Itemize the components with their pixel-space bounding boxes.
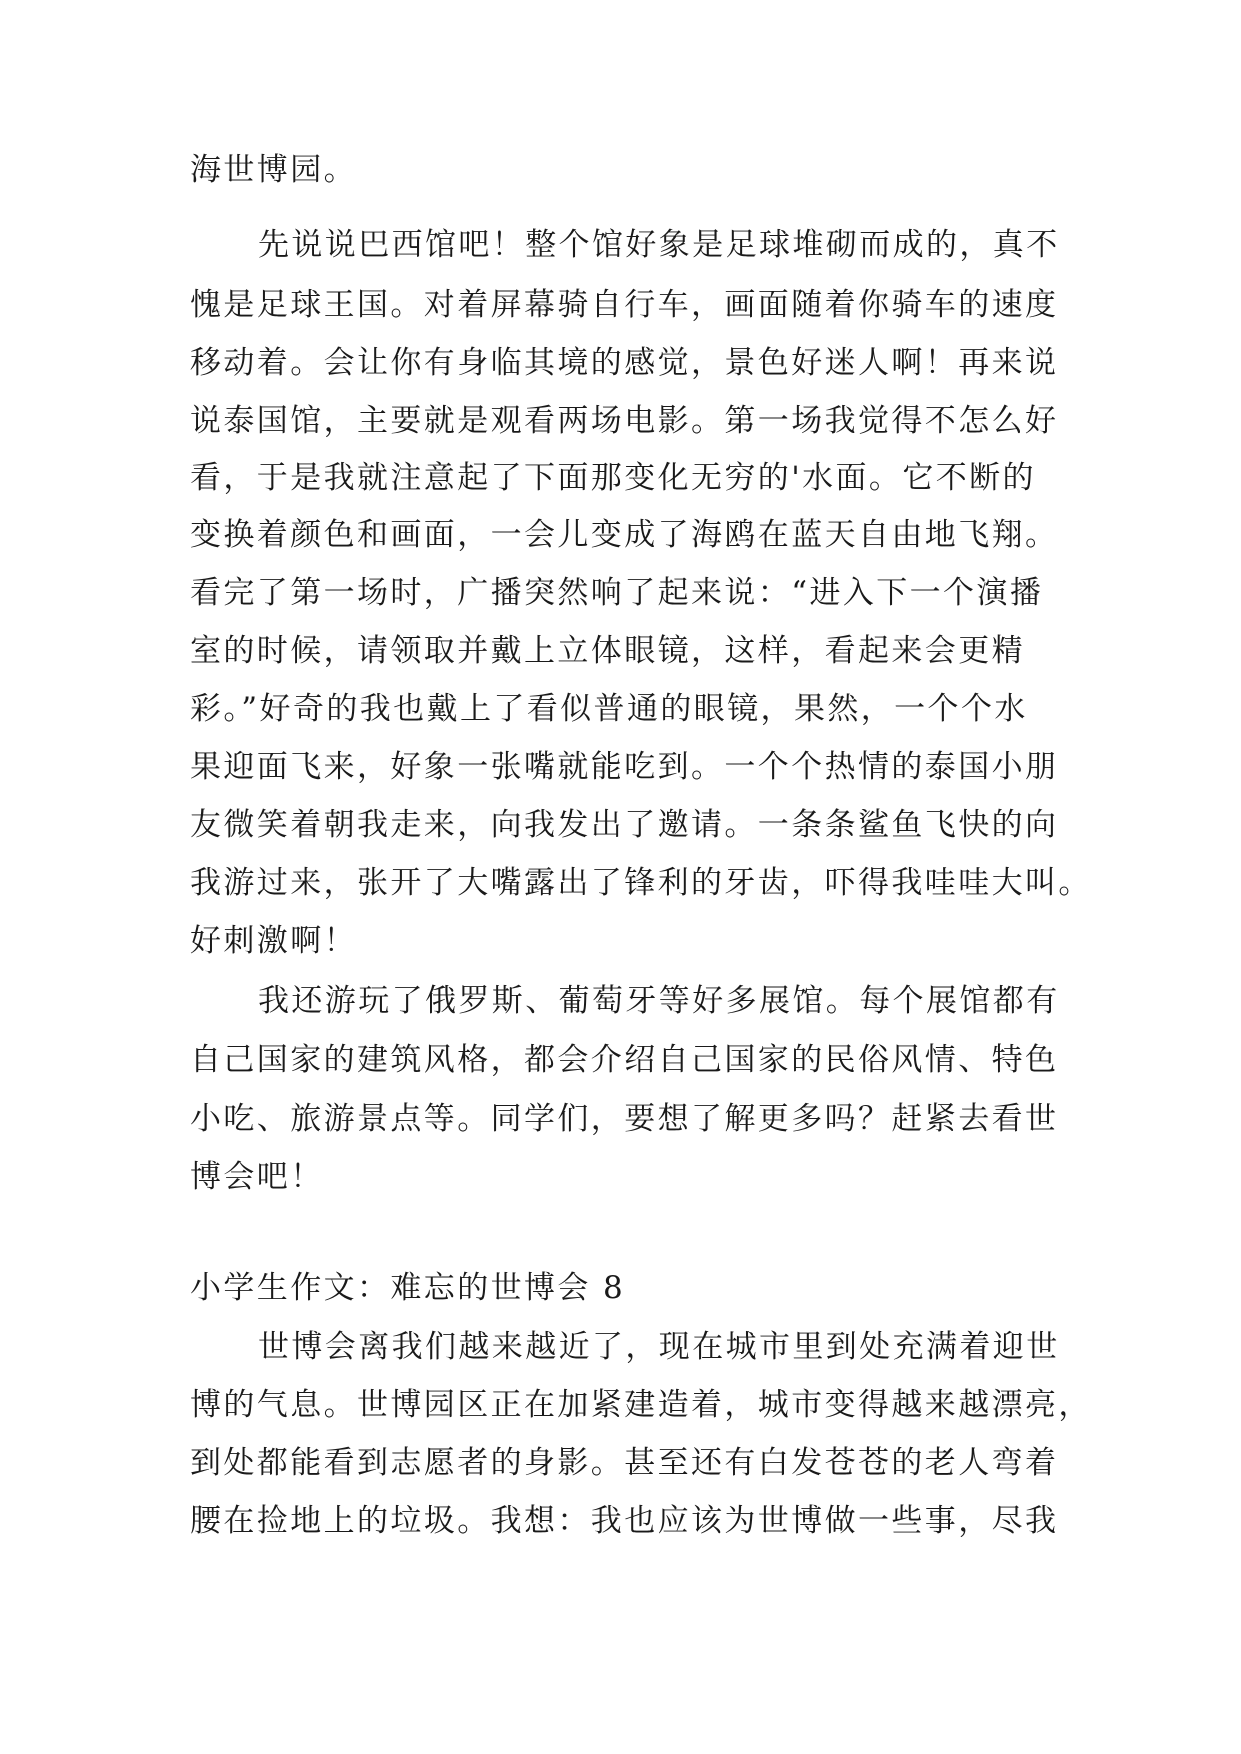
paragraph-line: 看完了第一场时，广播突然响了起来说：“进入下一个演播 (190, 575, 1044, 611)
paragraph-line: 腰在捡地上的垃圾。我想：我也应该为世博做一些事，尽我 (190, 1503, 1059, 1539)
paragraph-line: 移动着。会让你有身临其境的感觉，景色好迷人啊！再来说 (190, 345, 1059, 381)
paragraph-line: 友微笑着朝我走来，向我发出了邀请。一条条鲨鱼飞快的向 (190, 807, 1059, 843)
paragraph-line: 先说说巴西馆吧！整个馆好象是足球堆砌而成的，真不 (258, 227, 1060, 263)
paragraph-line: 愧是足球王国。对着屏幕骑自行车，画面随着你骑车的速度 (190, 287, 1059, 323)
paragraph-line: 彩。”好奇的我也戴上了看似普通的眼镜，果然，一个个水 (190, 691, 1028, 727)
paragraph-line: 小吃、旅游景点等。同学们，要想了解更多吗？赶紧去看世 (190, 1101, 1059, 1137)
paragraph-line: 到处都能看到志愿者的身影。甚至还有白发苍苍的老人弯着 (190, 1445, 1059, 1481)
paragraph-line: 变换着颜色和画面，一会儿变成了海鸥在蓝天自由地飞翔。 (190, 517, 1059, 553)
paragraph-line: 室的时候，请领取并戴上立体眼镜，这样，看起来会更精 (190, 633, 1025, 669)
paragraph-line: 自己国家的建筑风格，都会介绍自己国家的民俗风情、特色 (190, 1042, 1059, 1078)
paragraph-line: 说泰国馆，主要就是观看两场电影。第一场我觉得不怎么好 (190, 403, 1059, 439)
intro-line: 海世博园。 (190, 152, 357, 188)
paragraph-line: 博会吧！ (190, 1159, 324, 1195)
paragraph-line: 果迎面飞来，好象一张嘴就能吃到。一个个热情的泰国小朋 (190, 749, 1059, 785)
paragraph-line: 我还游玩了俄罗斯、葡萄牙等好多展馆。每个展馆都有 (258, 983, 1060, 1019)
paragraph-line: 博的气息。世博园区正在加紧建造着，城市变得越来越漂亮， (190, 1387, 1092, 1423)
paragraph-line: 世博会离我们越来越近了，现在城市里到处充满着迎世 (258, 1329, 1060, 1365)
paragraph-line: 看，于是我就注意起了下面那变化无穷的'水面。它不断的 (190, 460, 1036, 496)
paragraph-line: 我游过来，张开了大嘴露出了锋利的牙齿，吓得我哇哇大叫。 (190, 865, 1092, 901)
paragraph-line: 好刺激啊！ (190, 923, 357, 959)
essay-title: 小学生作文：难忘的世博会 8 (190, 1270, 626, 1306)
